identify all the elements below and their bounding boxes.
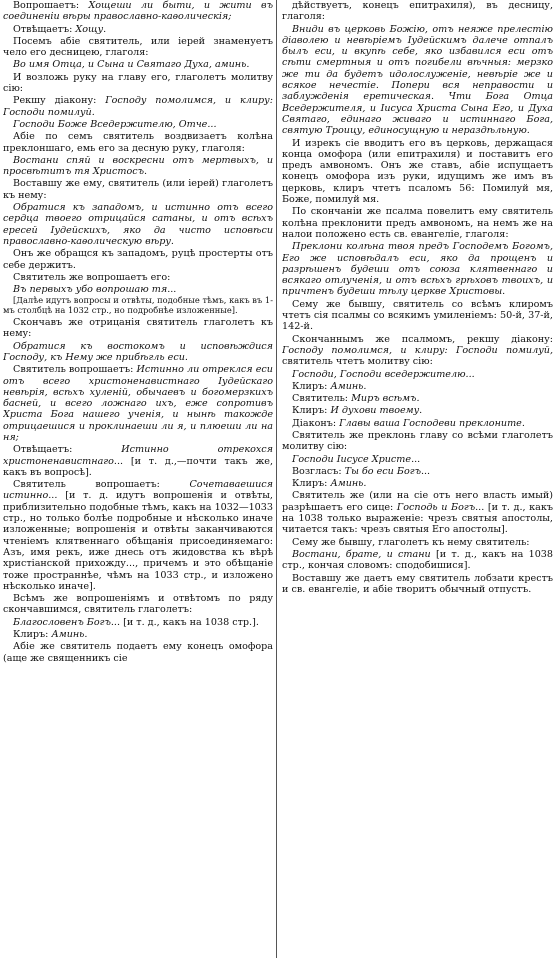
right-column-paragraph: [282, 478, 553, 489]
paragraph-text: Сему же бывшу, святитель со всѣмъ клиромъ чтетъ сія псалмы со всякимъ умиленіемъ: 50-й, 37-й, 142-й.: [282, 298, 553, 333]
right-column-paragraph: [282, 490, 553, 535]
paragraph-text: По скончаніи же псалма повелитъ ему святитель колѣна преклонити предъ амвономъ, на немъ же на налои положено есть св. евангеліе, глаголя:: [282, 206, 553, 240]
left-column-paragraph: [3, 444, 273, 478]
right-column-paragraph: [282, 573, 553, 596]
paragraph-italic: Господу помолимся, и клиру: Господи помилуй,: [282, 344, 553, 356]
paragraph-italic: Истинно ли отреклся еси отъ всего христоненавистнаго Іудейскаго невѣрія, всѣхъ хуленій, обычаевъ и богомерзкихъ басней, и всего ложнаго ихъ, еже сопротивъ Христа Бога нашего ученія, и нынѣ такожде отрицаешися и проклинаеши ли я, и плюеши ли на ня;: [3, 364, 273, 443]
paragraph-italic: Сочетаваешися истинно...: [3, 479, 273, 502]
paragraph-label: Святитель вопрошаетъ:: [13, 364, 134, 376]
right-column-paragraph: [282, 537, 553, 548]
right-column-paragraph: [282, 393, 553, 404]
left-column-paragraph: [3, 593, 273, 616]
right-column-paragraph: [282, 369, 553, 380]
paragraph-text: Абіе по семъ святитель воздвизаетъ колѣна преклоншаго, емь его за десную руку, глаголя:: [3, 131, 273, 154]
right-column-paragraph: [282, 206, 553, 240]
right-column-paragraph: [282, 466, 553, 477]
paragraph-italic: Въ первыхъ убо вопрошаю тя...: [13, 284, 177, 296]
left-column-paragraph: [3, 0, 273, 23]
paragraph-italic: Истинно отрекохся христоненавистнаго...: [3, 444, 273, 467]
paragraph-italic: Востани спяй и воскресни отъ мертвыхъ, и просвѣтитъ тя Христосъ.: [3, 154, 273, 178]
paragraph-italic: Аминь.: [51, 629, 88, 641]
paragraph-italic: Господь и Богъ...: [396, 501, 485, 513]
paragraph-text: Святитель же преклонь главу со всѣми глаголетъ молитву сію:: [282, 429, 553, 453]
paragraph-tail: [и т. д.,—почти такъ же, какъ въ вопросѣ].: [3, 455, 273, 478]
paragraph-italic: Хощеши ли быти, и жити въ соединеніи вѣры православно-каѳолическія;: [3, 0, 273, 23]
paragraph-label: Клиръ:: [292, 478, 328, 490]
right-column-paragraph: [282, 241, 553, 297]
paragraph-label: Святитель:: [292, 393, 349, 405]
left-column-paragraph: [3, 617, 273, 628]
paragraph-text: Скончавъ же отрицанія святитель глаголетъ къ нему:: [3, 317, 273, 340]
paragraph-label: Возгласъ:: [292, 465, 342, 477]
paragraph-text: Воставшу же даетъ ему святитель лобзати крестъ и св. евангеліе, и абіе творитъ обычный отпустъ.: [282, 572, 553, 595]
paragraph-italic: Обратися къ западомъ, и истинно отъ всего сердца твоего отрицайся сатаны, и отъ всѣхъ ересей Іудейскихъ, яко да чисто исповѣси православно-каѳолическую вѣру.: [3, 202, 273, 247]
paragraph-label: Діаконъ:: [292, 417, 337, 429]
paragraph-italic: Господи Іисусе Христе...: [292, 453, 421, 465]
left-column-paragraph: [3, 202, 273, 247]
left-column-paragraph: [3, 119, 273, 130]
right-column-paragraph: [282, 299, 553, 333]
paragraph-italic: Хощу.: [75, 23, 107, 35]
left-column-paragraph: [3, 178, 273, 201]
paragraph-italic: Аминь.: [330, 478, 367, 490]
right-column-paragraph: [282, 334, 553, 368]
paragraph-small: [Далѣе идутъ вопросы и отвѣты, подобные тѣмъ, какъ въ 1-мъ столбцѣ на 1032 стр., но подробнѣе изложенные].: [3, 295, 273, 316]
paragraph-italic: Господи Боже Вседержителю, Отче...: [13, 118, 217, 130]
right-column-paragraph: [282, 24, 553, 137]
paragraph-italic: Во имя Отца, и Сына и Святаго Духа, аминь.: [13, 59, 250, 71]
paragraph-italic: И духови твоему.: [330, 405, 423, 417]
paragraph-label: Клиръ:: [13, 629, 49, 641]
left-column-paragraph: [3, 95, 273, 118]
left-column-paragraph: [3, 341, 273, 364]
paragraph-italic: Благословенъ Богъ...: [13, 616, 121, 628]
paragraph-label: Скончаннымъ же псалмомъ, рекшу діакону:: [292, 333, 553, 345]
paragraph-italic: Востани, брате, и стани: [292, 548, 431, 560]
left-column-paragraph: [3, 24, 273, 35]
left-column-paragraph: [3, 248, 273, 271]
right-column-paragraph: [282, 381, 553, 392]
paragraph-italic: Господу помолимся, и клиру: Господи помилуй.: [3, 95, 273, 118]
paragraph-label: Клиръ:: [292, 405, 328, 417]
paragraph-label: Святитель вопрошаетъ:: [13, 479, 160, 491]
left-column-paragraph: [3, 72, 273, 95]
paragraph-tail: [и т. д., какъ на 1038 стр., кончая словомъ: сподобишися].: [282, 548, 553, 572]
paragraph-text: Сему же бывшу, глаголетъ къ нему святитель:: [292, 536, 530, 548]
paragraph-italic: Вниди въ церковь Божію, отъ неяже прелестію діаволею и невѣріемъ Іудейскимъ далече отпалъ былъ еси, и вкупѣ себе, яко избавился еси отъ сѣти смертныя и отъ погибели вѣчныя: мерзко же ти да будетъ идолослуженіе, невѣріе же и всякое нечестіе. Попери вся неправости и заблужденія еретическая. Чти Бога Отца Вседержителя, и Іисуса Христа Сына Его, и Духа Святаго, единаго живаго и истиннаго Бога, святую Троицу, единосущную и нераздѣльную.: [282, 23, 553, 137]
paragraph-italic: Господи, Господи вседержителю...: [292, 368, 475, 380]
right-column-paragraph: [282, 454, 553, 465]
right-column-paragraph: [282, 549, 553, 572]
left-column-paragraph: [3, 479, 273, 592]
right-column-paragraph: [282, 418, 553, 429]
paragraph-tail: [и т. д., какъ на 1038 стр.].: [123, 616, 259, 628]
right-column: [282, 0, 553, 958]
paragraph-text: дѣйствуетъ, конецъ епитрахиля), въ десницу, глаголя:: [282, 0, 553, 23]
left-column: [3, 0, 273, 958]
left-column-paragraph: [3, 155, 273, 178]
paragraph-tail: святитель чтетъ молитву сію:: [282, 356, 433, 368]
left-column-paragraph: [3, 629, 273, 640]
paragraph-label: Отвѣщаетъ:: [13, 23, 73, 35]
paragraph-label: Отвѣщаетъ:: [13, 444, 73, 456]
paragraph-label: Вопрошаетъ:: [13, 0, 80, 11]
paragraph-text: Абіе же святитель подаетъ ему конецъ омофора (аще же священникъ сіе: [3, 641, 273, 664]
paragraph-text: И изрекъ сіе вводитъ его въ церковь, держащася конца омофора (или епитрахиля) и поставитъ его предъ амвономъ. Онъ же ставъ, абіе испущаетъ конецъ омофора изъ руки, идущимъ же имъ въ церковь, клиръ чтетъ псаломъ 56: Помилуй мя, Боже, помилуй мя.: [282, 137, 553, 206]
paragraph-italic: Миръ всѣмъ.: [351, 393, 420, 405]
column-divider: [276, 0, 277, 958]
paragraph-italic: Ты бо еси Богъ...: [344, 465, 431, 477]
paragraph-italic: Преклони колѣна твоя предъ Господемъ Богомъ, Его же исповѣдалъ еси, яко да прощенъ и разрѣшенъ будеши отъ союза клятвеннаго и всякаго отлученія, и отъ всѣхъ грѣховъ твоихъ, и причтенъ будеши тѣлу церкве Христовы.: [282, 241, 553, 298]
left-column-paragraph: [3, 364, 273, 443]
left-column-paragraph: [3, 317, 273, 340]
paragraph-label: Святитель же (или на сіе отъ него власть имый) разрѣшаетъ его сице:: [282, 490, 553, 513]
paragraph-text: Святитель же вопрошаетъ его:: [13, 271, 171, 283]
left-column-paragraph: [3, 36, 273, 59]
paragraph-tail: [и т. д., какъ на 1038 только выраженіе: чрезъ святыя апостолы, читается такъ: чрезъ святыя Его апостолы].: [282, 501, 553, 536]
paragraph-text: Посемъ абіе святитель, или іерей знаменуетъ чело его десницею, глаголя:: [3, 35, 273, 59]
paragraph-tail: [и т. д. идутъ вопрошенія и отвѣты, приблизительно подобные тѣмъ, какъ на 1032—1033 стр., но только болѣе подробные и нѣсколько иначе изложенные; вопрошенія и отвѣты заканчиваются чтеніемъ клятвеннаго обѣщанія присоединяемаго: Азъ, имя рекъ, иже днесь отъ жидовства къ вѣрѣ христіанской прихожду..., причемъ и это обѣщаніе тоже пространнѣе, чѣмъ на 1033 стр., и изложено нѣсколько иначе].: [3, 490, 273, 592]
paragraph-text: И возложь руку на главу его, глаголетъ молитву сію:: [3, 71, 273, 95]
right-column-paragraph: [282, 430, 553, 453]
paragraph-italic: Главы ваша Господеви преклоните.: [339, 417, 525, 429]
left-column-paragraph: [3, 272, 273, 283]
paragraph-text: Всѣмъ же вопрошеніямъ и отвѣтомъ по ряду скончавшимся, святитель глаголетъ:: [3, 593, 273, 616]
left-column-paragraph: [3, 131, 273, 154]
left-column-paragraph: [3, 59, 273, 70]
paragraph-label: Клиръ:: [292, 380, 328, 392]
paragraph-label: Рекшу діакону:: [13, 95, 97, 107]
paragraph-text: Воставшу же ему, святитель (или іерей) глаголетъ къ нему:: [3, 178, 273, 201]
paragraph-italic: Обратися къ востокомъ и исповѣждися Господу, къ Нему же прибѣгль еси.: [3, 340, 273, 363]
left-column-paragraph: [3, 296, 273, 316]
paragraph-text: Онъ же обращся къ западомъ, руцѣ простерты отъ себе держитъ.: [3, 248, 273, 271]
paragraph-italic: Аминь.: [330, 380, 367, 392]
left-column-paragraph: [3, 284, 273, 295]
right-column-paragraph: [282, 0, 553, 23]
right-column-paragraph: [282, 405, 553, 416]
left-column-paragraph: [3, 641, 273, 664]
right-column-paragraph: [282, 138, 553, 206]
